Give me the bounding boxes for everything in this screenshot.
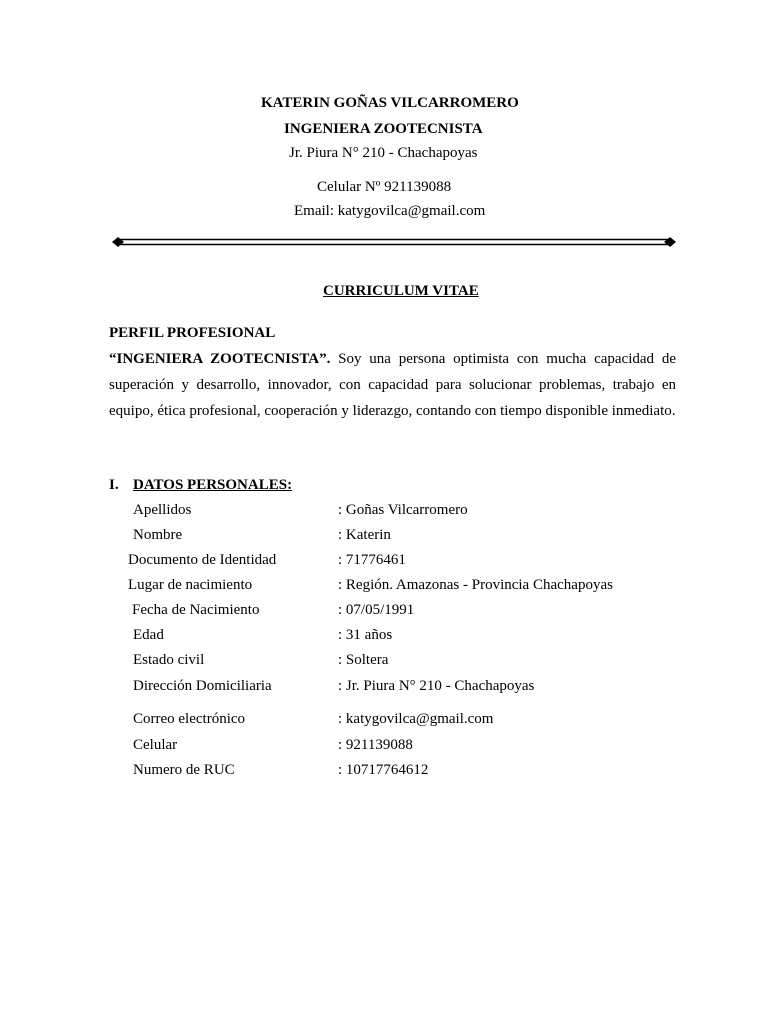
value-ruc: : 10717764612 [338, 762, 429, 778]
phone-line: Celular Nº 921139088 [317, 179, 452, 195]
value-nombre: : Katerin [338, 527, 391, 543]
value-fecha-nacimiento: : 07/05/1991 [338, 602, 415, 618]
document-title: CURRICULUM VITAE [323, 283, 479, 299]
label-celular: Celular [133, 737, 178, 753]
label-edad: Edad [133, 627, 164, 643]
label-estado-civil: Estado civil [133, 652, 205, 668]
value-apellidos: : Goñas Vilcarromero [338, 502, 468, 518]
value-lugar-nacimiento: : Región. Amazonas - Provincia Chachapoyas [338, 577, 613, 593]
label-direccion: Dirección Domiciliaria [133, 678, 272, 694]
label-nombre: Nombre [133, 527, 183, 543]
candidate-name: KATERIN GOÑAS VILCARROMERO [261, 95, 519, 111]
label-fecha-nacimiento: Fecha de Nacimiento [132, 602, 260, 618]
address-line: Jr. Piura N° 210 - Chachapoyas [289, 145, 478, 161]
label-correo: Correo electrónico [133, 711, 246, 727]
profile-text: Soy una persona optimista con mucha capacidad de superación y desarrollo, innovador, con capacidad para solucionar problemas, trabajo en equipo, ética profesional, cooperación y liderazgo, contando con tiempo disponible inmediato. [109, 351, 676, 419]
profession-title: INGENIERA ZOOTECNISTA [284, 121, 483, 137]
email-line: Email: katygovilca@gmail.com [294, 203, 486, 219]
value-edad: : 31 años [338, 627, 393, 643]
label-ruc: Numero de RUC [133, 762, 235, 778]
label-apellidos: Apellidos [133, 502, 192, 518]
header-divider [112, 236, 676, 248]
value-correo: : katygovilca@gmail.com [338, 711, 494, 727]
value-estado-civil: : Soltera [338, 652, 389, 668]
personal-data-heading: DATOS PERSONALES: [133, 477, 293, 493]
label-documento: Documento de Identidad [128, 552, 277, 568]
label-lugar-nacimiento: Lugar de nacimiento [128, 577, 253, 593]
section-number: I. [109, 477, 119, 493]
value-celular: : 921139088 [338, 737, 413, 753]
value-documento: : 71776461 [338, 552, 406, 568]
profile-lead: “INGENIERA ZOOTECNISTA”. [109, 351, 331, 367]
value-direccion: : Jr. Piura N° 210 - Chachapoyas [338, 678, 535, 694]
profile-heading: PERFIL PROFESIONAL [109, 325, 276, 341]
profile-paragraph [109, 347, 676, 424]
